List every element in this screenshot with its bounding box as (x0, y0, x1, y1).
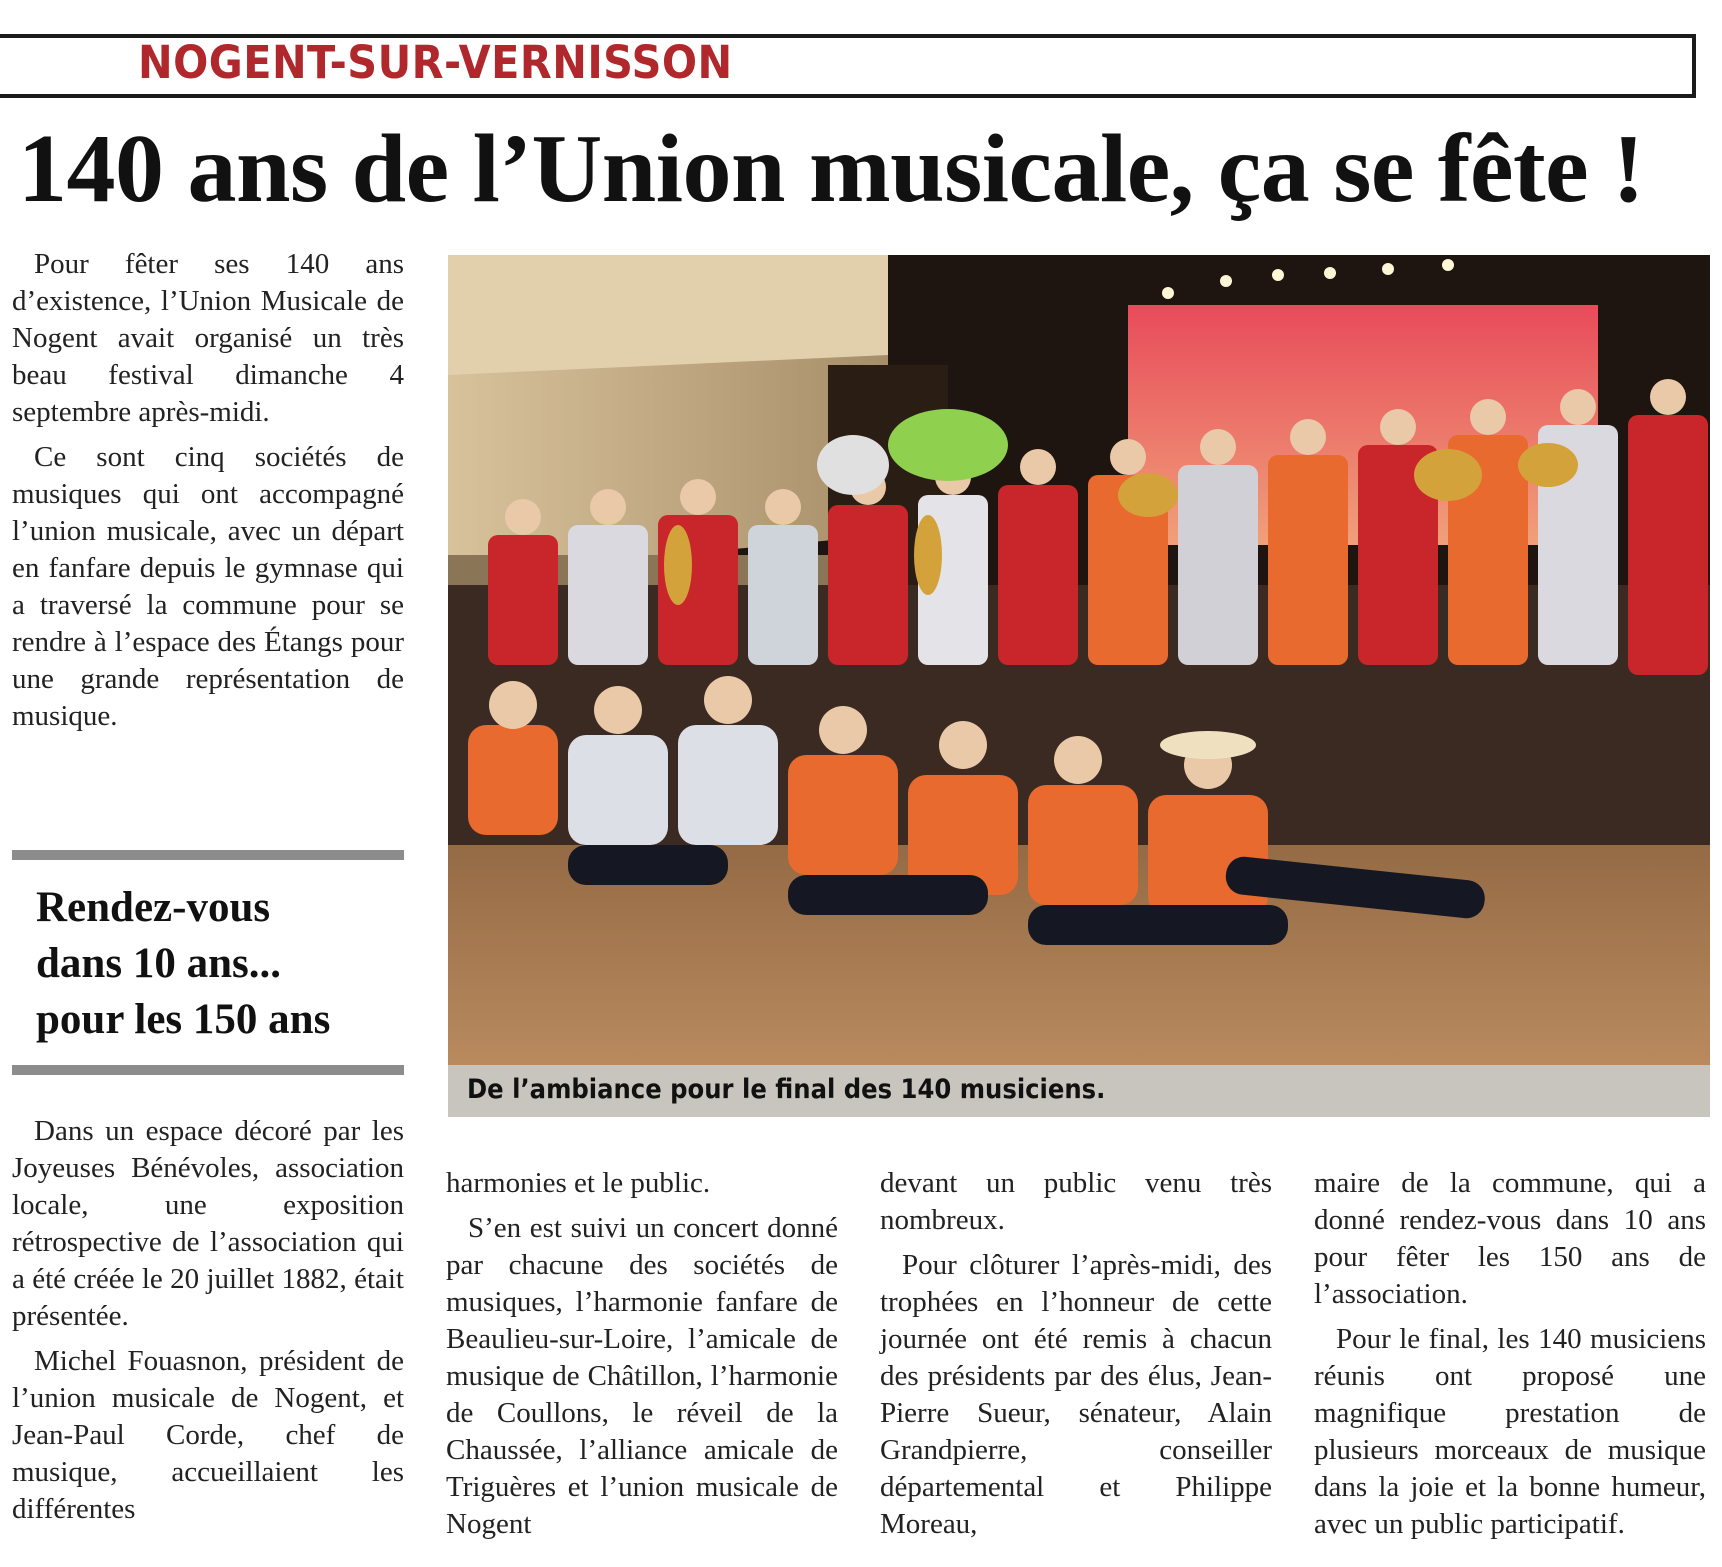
section-kicker: NOGENT-SUR-VERNISSON (138, 36, 733, 89)
body-paragraph: Dans un espace décoré par les Joyeuses Bénévoles, association locale, une exposition rétrospective de l’association qui a été créée le 20 juillet 1882, était présentée. (12, 1115, 404, 1332)
subheading-line: dans 10 ans... (36, 940, 281, 987)
subheading-line: pour les 150 ans (36, 996, 331, 1043)
body-paragraph: Pour clôturer l’après-midi, des trophées en l’honneur de cette journée ont été remis à chacun des présidents par des élus, Jean-Pierre Sueur, sénateur, Alain Grandpierre, conseiller départemental et Philippe Moreau, (880, 1249, 1272, 1540)
body-column-1 (12, 1113, 404, 1536)
body-paragraph: Michel Fouasnon, président de l’union musicale de Nogent, et Jean-Paul Corde, chef de musique, accueillaient les différentes (12, 1345, 404, 1525)
concert-photo (448, 255, 1710, 1065)
subheading-line: Rendez-vous (36, 884, 271, 931)
body-column-4 (1314, 1165, 1706, 1551)
subhead-rule-bottom (12, 1065, 404, 1075)
body-paragraph: maire de la commune, qui a donné rendez-vous dans 10 ans pour fêter les 150 ans de l’association. (1314, 1167, 1706, 1310)
body-paragraph: devant un public venu très nombreux. (880, 1167, 1272, 1236)
body-column-2 (446, 1165, 838, 1551)
intro-paragraph: Pour fêter ses 140 ans d’existence, l’Union Musicale de Nogent avait organisé un très beau festival dimanche 4 septembre après-midi. (12, 248, 404, 428)
body-column-3 (880, 1165, 1272, 1551)
article-headline: 140 ans de l’Union musicale, ça se fête ! (18, 115, 1645, 223)
intro-paragraph: Ce sont cinq sociétés de musiques qui ont accompagné l’union musicale, avec un départ en fanfare depuis le gymnase qui a traversé la commune pour se rendre à l’espace des Étangs pour une grande représentation de musique. (12, 441, 404, 732)
intro-column (12, 246, 404, 743)
subhead-rule-top (12, 850, 404, 860)
subheading (36, 880, 406, 1048)
body-paragraph: Pour le final, les 140 musiciens réunis ont proposé une magnifique prestation de plusieurs morceaux de musique dans la joie et la bonne humeur, avec un public participatif. (1314, 1323, 1706, 1540)
photo-caption: De l’ambiance pour le final des 140 musiciens. (467, 1074, 1106, 1105)
body-paragraph: S’en est suivi un concert donné par chacune des sociétés de musiques, l’harmonie fanfare de Beaulieu-sur-Loire, l’amicale de musique de Châtillon, l’harmonie de Coullons, le réveil de la Chaussée, l’alliance amicale de Triguères et l’union musicale de Nogent (446, 1212, 838, 1540)
body-paragraph: harmonies et le public. (446, 1167, 711, 1199)
